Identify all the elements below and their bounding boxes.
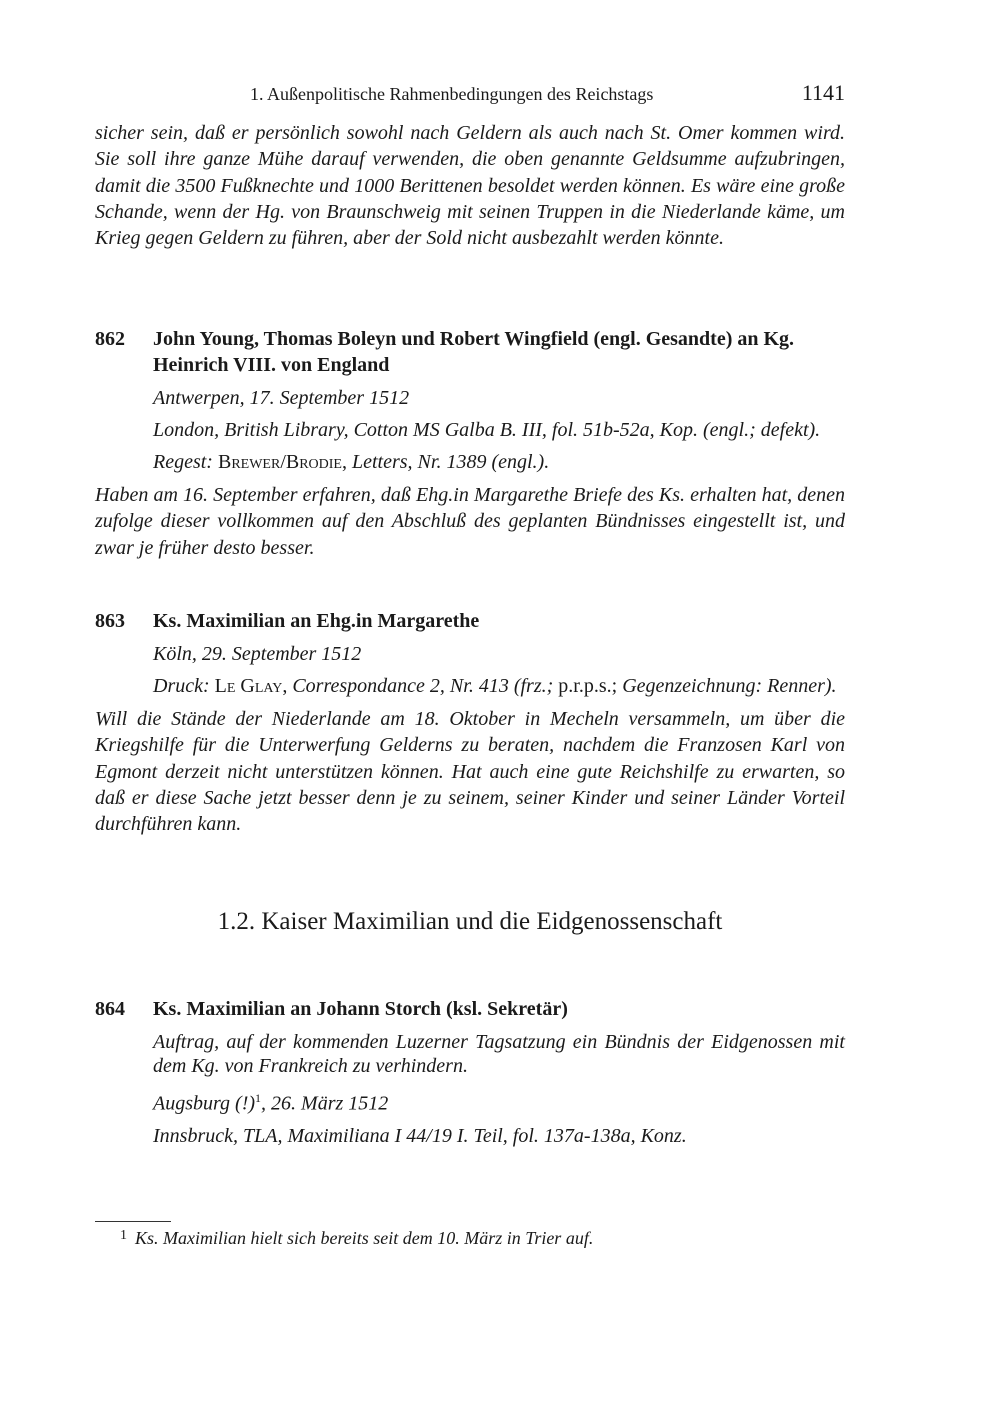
druck-author: Le Glay, bbox=[214, 675, 288, 697]
entry-place-date: Köln, 29. September 1512 bbox=[153, 643, 362, 665]
footnote-rule bbox=[95, 1221, 171, 1222]
entry-place-date: Antwerpen, 17. September 1512 bbox=[153, 387, 410, 409]
entry-place: Augsburg (!) bbox=[153, 1092, 256, 1115]
entry-source: Innsbruck, TLA, Maximiliana I 44/19 I. Teil, fol. 137a-138a, Konz. bbox=[153, 1124, 687, 1147]
page-number: 1141 bbox=[801, 80, 845, 105]
entry-title: Ks. Maximilian an Johann Storch (ksl. Sekretär) bbox=[153, 998, 568, 1020]
intro-paragraph-block bbox=[95, 120, 845, 251]
druck-rest-2: Gegenzeichnung: Renner). bbox=[622, 675, 837, 697]
entry-subject: Auftrag, auf der kommenden Luzerner Tagsatzung ein Bündnis der Eidgenossen mit dem Kg. von Frankreich zu verhindern. bbox=[153, 1031, 845, 1077]
footnote bbox=[120, 1228, 593, 1249]
entry-title: Ks. Maximilian an Ehg.in Margarethe bbox=[153, 610, 480, 632]
entry-title: John Young, Thomas Boleyn und Robert Wingfield (engl. Gesandte) an Kg. Heinrich VIII. von England bbox=[153, 328, 795, 376]
druck-rest-1: Correspondance 2, Nr. 413 (frz.; bbox=[292, 675, 554, 697]
entry-druck bbox=[153, 674, 845, 698]
footnote-text: Ks. Maximilian hielt sich bereits seit dem 10. März in Trier auf. bbox=[135, 1228, 594, 1248]
entry-summary: Haben am 16. September erfahren, daß Ehg.in Margarethe Briefe des Ks. erhalten hat, denen zufolge dieser vollkommen auf den Abschluß des geplanten Bündnisses eingestellt ist, und zwar je früher desto besser. bbox=[95, 484, 845, 559]
entry-number: 864 bbox=[95, 998, 125, 1020]
entry-863 bbox=[95, 608, 845, 837]
entry-number: 862 bbox=[95, 328, 125, 350]
druck-roman: p.r.p.s.; bbox=[558, 675, 618, 697]
entry-place-date bbox=[153, 1086, 845, 1116]
entry-regest bbox=[153, 450, 845, 474]
regest-author: Brewer/Brodie, bbox=[217, 451, 347, 473]
section-title: 1.2. Kaiser Maximilian und die Eidgenossenschaft bbox=[217, 908, 723, 935]
running-header bbox=[95, 80, 845, 110]
entry-date: , 26. März 1512 bbox=[261, 1092, 389, 1115]
entry-864 bbox=[95, 996, 845, 1148]
entry-heading bbox=[95, 608, 845, 634]
entry-source: London, British Library, Cotton MS Galba B. III, fol. 51b-52a, Kop. (engl.; defekt). bbox=[153, 419, 821, 441]
running-title: 1. Außenpolitische Rahmenbedingungen des Reichstags bbox=[250, 84, 654, 104]
footnote-ref[interactable]: 1 bbox=[255, 1091, 262, 1105]
regest-label: Regest: bbox=[153, 451, 213, 473]
entry-heading bbox=[95, 326, 845, 378]
druck-label: Druck: bbox=[153, 675, 210, 697]
entry-number: 863 bbox=[95, 610, 125, 632]
entry-heading bbox=[95, 996, 845, 1022]
footnote-number: 1 bbox=[120, 1228, 127, 1243]
regest-rest: Letters, Nr. 1389 (engl.). bbox=[352, 451, 550, 473]
entry-summary: Will die Stände der Niederlande am 18. Oktober in Mecheln versammeln, um über die Kriegshilfe für die Unterwerfung Gelderns zu beraten, nachdem die Franzosen Karl von Egmont derzeit nicht unterstützen können. Hat auch eine gute Reichshilfe zu erwarten, so daß er diese Sache jetzt besser denn je zu seinem, seiner Kinder und seiner Länder Vorteil durchführen kann. bbox=[95, 708, 845, 836]
intro-paragraph: sicher sein, daß er persönlich sowohl nach Geldern als auch nach St. Omer kommen wird. Sie soll ihre ganze Mühe darauf verwenden, die oben genannte Geldsumme aufzubringen, damit die 3500 Fußknechte und 1000 Berittenen besoldet werden können. Es wäre eine große Schande, wenn der Hg. von Braunschweig mit seinen Truppen in die Niederlande käme, um Krieg gegen Geldern zu führen, aber der Sold nicht ausbezahlt werden könnte. bbox=[95, 122, 845, 250]
entry-862 bbox=[95, 326, 845, 561]
